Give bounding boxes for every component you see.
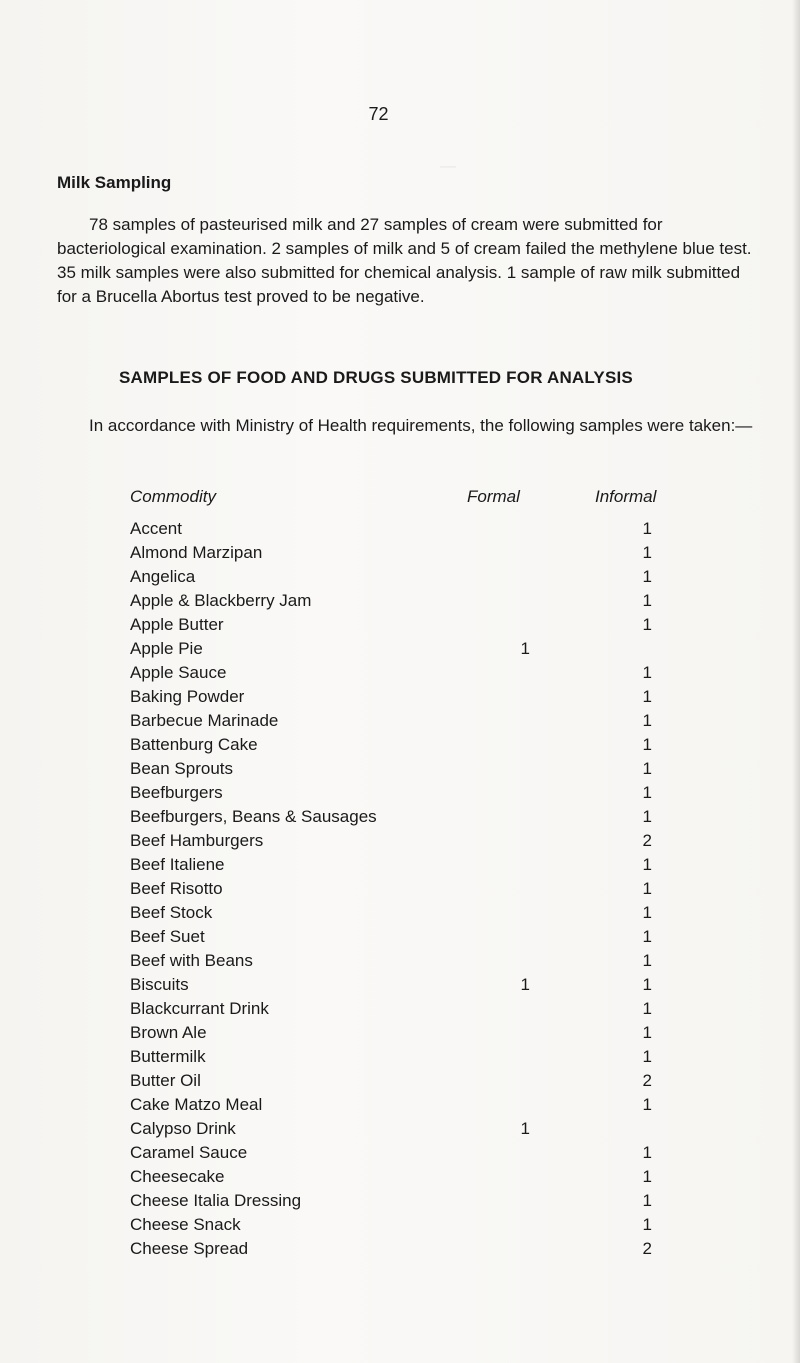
commodity-cell: Cheesecake bbox=[130, 1167, 225, 1186]
bleed-through-text: — bbox=[440, 158, 456, 175]
table-row bbox=[0, 901, 800, 925]
informal-count-cell: 1 bbox=[642, 975, 652, 994]
informal-count-cell: 2 bbox=[642, 1071, 652, 1090]
commodity-cell: Cheese Snack bbox=[130, 1215, 241, 1234]
commodity-cell: Apple Pie bbox=[130, 639, 203, 658]
commodity-cell: Calypso Drink bbox=[130, 1119, 236, 1138]
table-row bbox=[0, 1141, 800, 1165]
informal-count-cell: 1 bbox=[642, 1143, 652, 1162]
table-row bbox=[0, 565, 800, 589]
informal-count-cell: 1 bbox=[642, 687, 652, 706]
milk-sampling-heading: Milk Sampling bbox=[57, 173, 172, 192]
table-row bbox=[0, 853, 800, 877]
table-row bbox=[0, 1093, 800, 1117]
table-row bbox=[0, 949, 800, 973]
food-drugs-intro: In accordance with Ministry of Health requirements, the following samples were taken:— bbox=[89, 416, 753, 435]
informal-count-cell: 1 bbox=[642, 1095, 652, 1114]
table-row bbox=[0, 997, 800, 1021]
table-row bbox=[0, 781, 800, 805]
commodity-cell: Cheese Italia Dressing bbox=[130, 1191, 302, 1210]
commodity-cell: Butter Oil bbox=[130, 1071, 201, 1090]
informal-count-cell: 1 bbox=[642, 1215, 652, 1234]
informal-count-cell: 1 bbox=[642, 519, 652, 538]
commodity-cell: Beefburgers bbox=[130, 783, 223, 802]
table-row bbox=[0, 1213, 800, 1237]
informal-count-cell: 1 bbox=[642, 855, 652, 874]
commodity-cell: Angelica bbox=[130, 567, 196, 586]
informal-count-cell: 1 bbox=[642, 927, 652, 946]
informal-count-cell: 1 bbox=[642, 783, 652, 802]
commodity-cell: Beefburgers, Beans & Sausages bbox=[130, 807, 377, 826]
commodity-cell: Blackcurrant Drink bbox=[130, 999, 269, 1018]
informal-count-cell: 1 bbox=[642, 1047, 652, 1066]
informal-count-cell: 2 bbox=[642, 1239, 652, 1258]
column-header-commodity: Commodity bbox=[130, 487, 216, 506]
table-row bbox=[0, 733, 800, 757]
table-row bbox=[0, 925, 800, 949]
commodity-cell: Apple & Blackberry Jam bbox=[130, 591, 312, 610]
formal-count-cell: 1 bbox=[520, 1119, 530, 1138]
table-row bbox=[0, 541, 800, 565]
table-row bbox=[0, 829, 800, 853]
informal-count-cell: 1 bbox=[642, 759, 652, 778]
informal-count-cell: 2 bbox=[642, 831, 652, 850]
informal-count-cell: 1 bbox=[642, 567, 652, 586]
informal-count-cell: 1 bbox=[642, 615, 652, 634]
table-row bbox=[0, 1045, 800, 1069]
commodity-cell: Beef with Beans bbox=[130, 951, 253, 970]
informal-count-cell: 1 bbox=[642, 591, 652, 610]
table-row bbox=[0, 973, 800, 997]
commodity-cell: Biscuits bbox=[130, 975, 189, 994]
commodity-cell: Accent bbox=[130, 519, 182, 538]
table-row bbox=[0, 613, 800, 637]
commodity-cell: Apple Butter bbox=[130, 615, 224, 634]
informal-count-cell: 1 bbox=[642, 999, 652, 1018]
informal-count-cell: 1 bbox=[642, 543, 652, 562]
commodity-cell: Buttermilk bbox=[130, 1047, 206, 1066]
informal-count-cell: 1 bbox=[642, 663, 652, 682]
informal-count-cell: 1 bbox=[642, 903, 652, 922]
informal-count-cell: 1 bbox=[642, 1167, 652, 1186]
commodity-cell: Beef Stock bbox=[130, 903, 213, 922]
informal-count-cell: 1 bbox=[642, 1191, 652, 1210]
table-row bbox=[0, 661, 800, 685]
commodity-cell: Bean Sprouts bbox=[130, 759, 234, 778]
informal-count-cell: 1 bbox=[642, 1023, 652, 1042]
table-row bbox=[0, 1021, 800, 1045]
formal-count-cell: 1 bbox=[520, 639, 530, 658]
table-row bbox=[0, 877, 800, 901]
food-drugs-heading: SAMPLES OF FOOD AND DRUGS SUBMITTED FOR ANALYSIS bbox=[119, 368, 633, 387]
column-header-formal: Formal bbox=[467, 487, 520, 506]
commodity-cell: Beef Hamburgers bbox=[130, 831, 264, 850]
formal-count-cell: 1 bbox=[520, 975, 530, 994]
commodity-cell: Almond Marzipan bbox=[130, 543, 263, 562]
commodity-cell: Caramel Sauce bbox=[130, 1143, 248, 1162]
table-row bbox=[0, 757, 800, 781]
commodity-cell: Beef Risotto bbox=[130, 879, 223, 898]
table-row bbox=[0, 1189, 800, 1213]
informal-count-cell: 1 bbox=[642, 711, 652, 730]
table-row bbox=[0, 1165, 800, 1189]
commodity-cell: Beef Italiene bbox=[130, 855, 225, 874]
table-row bbox=[0, 589, 800, 613]
informal-count-cell: 1 bbox=[642, 807, 652, 826]
commodity-cell: Brown Ale bbox=[130, 1023, 207, 1042]
table-row bbox=[0, 805, 800, 829]
table-row bbox=[0, 517, 800, 541]
samples-table bbox=[0, 517, 800, 1261]
commodity-cell: Beef Suet bbox=[130, 927, 205, 946]
milk-sampling-paragraph: 78 samples of pasteurised milk and 27 samples of cream were submitted for bacteriological examination. 2 samples of milk and 5 of cream failed the methylene blue test. 35 milk samples were also submitted for chemical analysis. 1 sample of raw milk submitted for a Brucella Abortus test proved to be negative. bbox=[57, 215, 752, 306]
column-header-informal: Informal bbox=[595, 487, 657, 506]
commodity-cell: Apple Sauce bbox=[130, 663, 227, 682]
table-row bbox=[0, 637, 800, 661]
informal-count-cell: 1 bbox=[642, 951, 652, 970]
table-row bbox=[0, 685, 800, 709]
commodity-cell: Barbecue Marinade bbox=[130, 711, 279, 730]
table-row bbox=[0, 1117, 800, 1141]
commodity-cell: Cheese Spread bbox=[130, 1239, 249, 1258]
table-row bbox=[0, 1069, 800, 1093]
table-row bbox=[0, 709, 800, 733]
commodity-cell: Cake Matzo Meal bbox=[130, 1095, 263, 1114]
page-number: 72 bbox=[368, 104, 389, 124]
informal-count-cell: 1 bbox=[642, 735, 652, 754]
commodity-cell: Baking Powder bbox=[130, 687, 245, 706]
commodity-cell: Battenburg Cake bbox=[130, 735, 258, 754]
informal-count-cell: 1 bbox=[642, 879, 652, 898]
table-row bbox=[0, 1237, 800, 1261]
